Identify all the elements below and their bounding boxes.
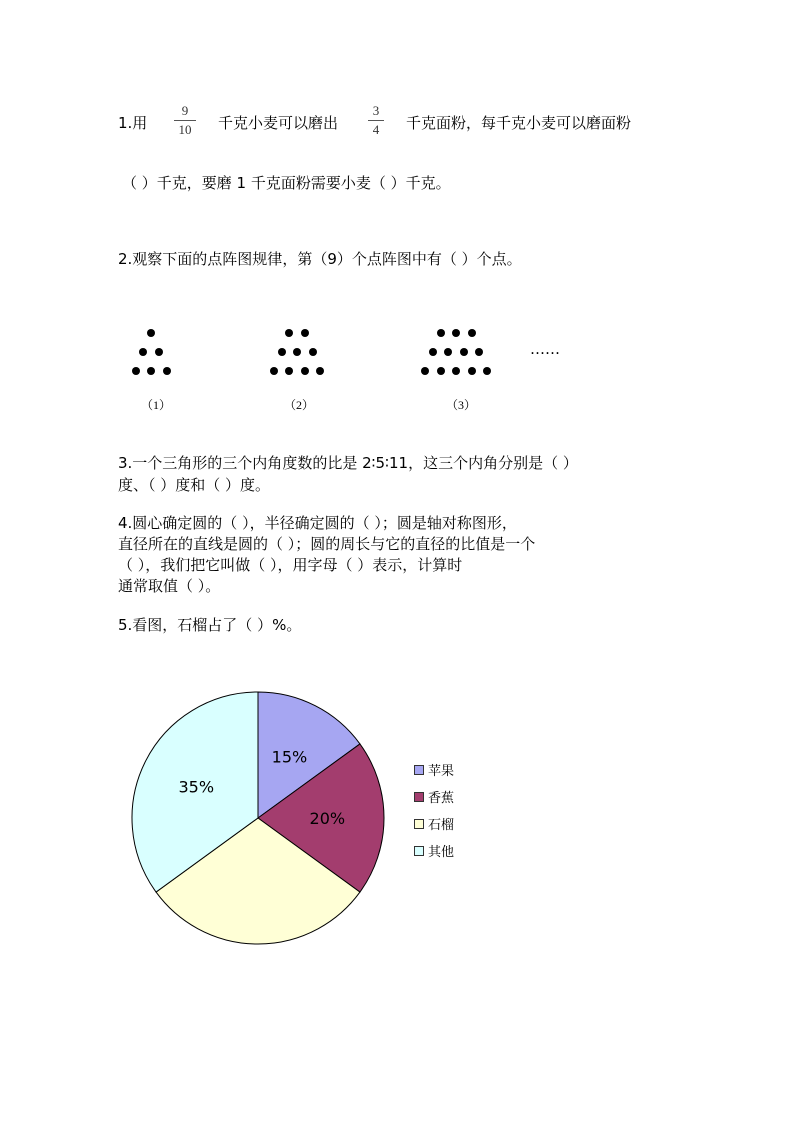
q3-line-1: 3.一个三角形的三个内角度数的比是 2∶5∶11，这三个内角分别是（ ） (118, 454, 578, 472)
dot (421, 367, 429, 375)
q2-text: 2.观察下面的点阵图规律，第（9）个点阵图中有（ ）个点。 (118, 250, 522, 268)
pie-slice-label: 35% (178, 777, 215, 797)
dot (437, 329, 445, 337)
q4-line-1: 4.圆心确定圆的（ ），半径确定圆的（ ）；圆是轴对称图形， (118, 514, 517, 532)
q1-text-a: 1.用 (118, 114, 148, 132)
pie-slice-label: 15% (271, 747, 308, 767)
legend-swatch (414, 819, 424, 829)
dot (301, 329, 309, 337)
q1-text-c: 千克面粉，每千克小麦可以磨面粉 (406, 114, 632, 132)
fraction-denominator: 10 (178, 122, 192, 137)
dot (429, 348, 437, 356)
dot (468, 329, 476, 337)
dot (475, 348, 483, 356)
dot (147, 367, 155, 375)
legend-label: 香蕉 (428, 791, 455, 806)
dot (139, 348, 147, 356)
fraction-3-4 (368, 104, 384, 137)
q4-line-4: 通常取值（ ）。 (118, 577, 221, 595)
dot (316, 367, 324, 375)
figure-label-3: （3） (446, 398, 477, 412)
dot (270, 367, 278, 375)
q4-line-2: 直径所在的直线是圆的（ ）；圆的周长与它的直径的比值是一个 (118, 535, 536, 553)
dot (452, 329, 460, 337)
dot (483, 367, 491, 375)
q4-line-3: （ ），我们把它叫做（ ），用字母（ ）表示，计算时 (118, 556, 463, 574)
dot (155, 348, 163, 356)
figure-label-2: （2） (284, 398, 315, 412)
dot (452, 367, 460, 375)
dot (468, 367, 476, 375)
dot (132, 367, 140, 375)
pie-chart (120, 680, 400, 960)
dot (147, 329, 155, 337)
legend-swatch (414, 792, 424, 802)
legend-swatch (414, 765, 424, 775)
dot (437, 367, 445, 375)
fraction-numerator: 3 (372, 103, 380, 118)
dot (301, 367, 309, 375)
fraction-numerator: 9 (181, 103, 189, 118)
dot (285, 329, 293, 337)
fraction-denominator: 4 (372, 122, 380, 137)
q5-text: 5.看图，石榴占了（ ）%。 (118, 616, 302, 634)
dot (293, 348, 301, 356)
fraction-9-10 (174, 104, 196, 137)
legend-label: 其他 (428, 845, 455, 860)
legend-label: 石榴 (428, 818, 455, 833)
dot (285, 367, 293, 375)
legend-swatch (414, 846, 424, 856)
figure-label-1: （1） (141, 398, 172, 412)
q3-line-2: 度、（ ）度和（ ）度。 (118, 476, 271, 494)
q1-text-b: 千克小麦可以磨出 (218, 114, 339, 132)
q1-line-2: （ ）千克，要磨 1 千克面粉需要小麦（ ）千克。 (122, 174, 451, 192)
dot (278, 348, 286, 356)
dot (460, 348, 468, 356)
dot (444, 348, 452, 356)
legend-label: 苹果 (428, 764, 455, 779)
ellipsis: …… (530, 340, 560, 358)
dot (309, 348, 317, 356)
pie-slice-label: 20% (309, 809, 346, 828)
dot (163, 367, 171, 375)
